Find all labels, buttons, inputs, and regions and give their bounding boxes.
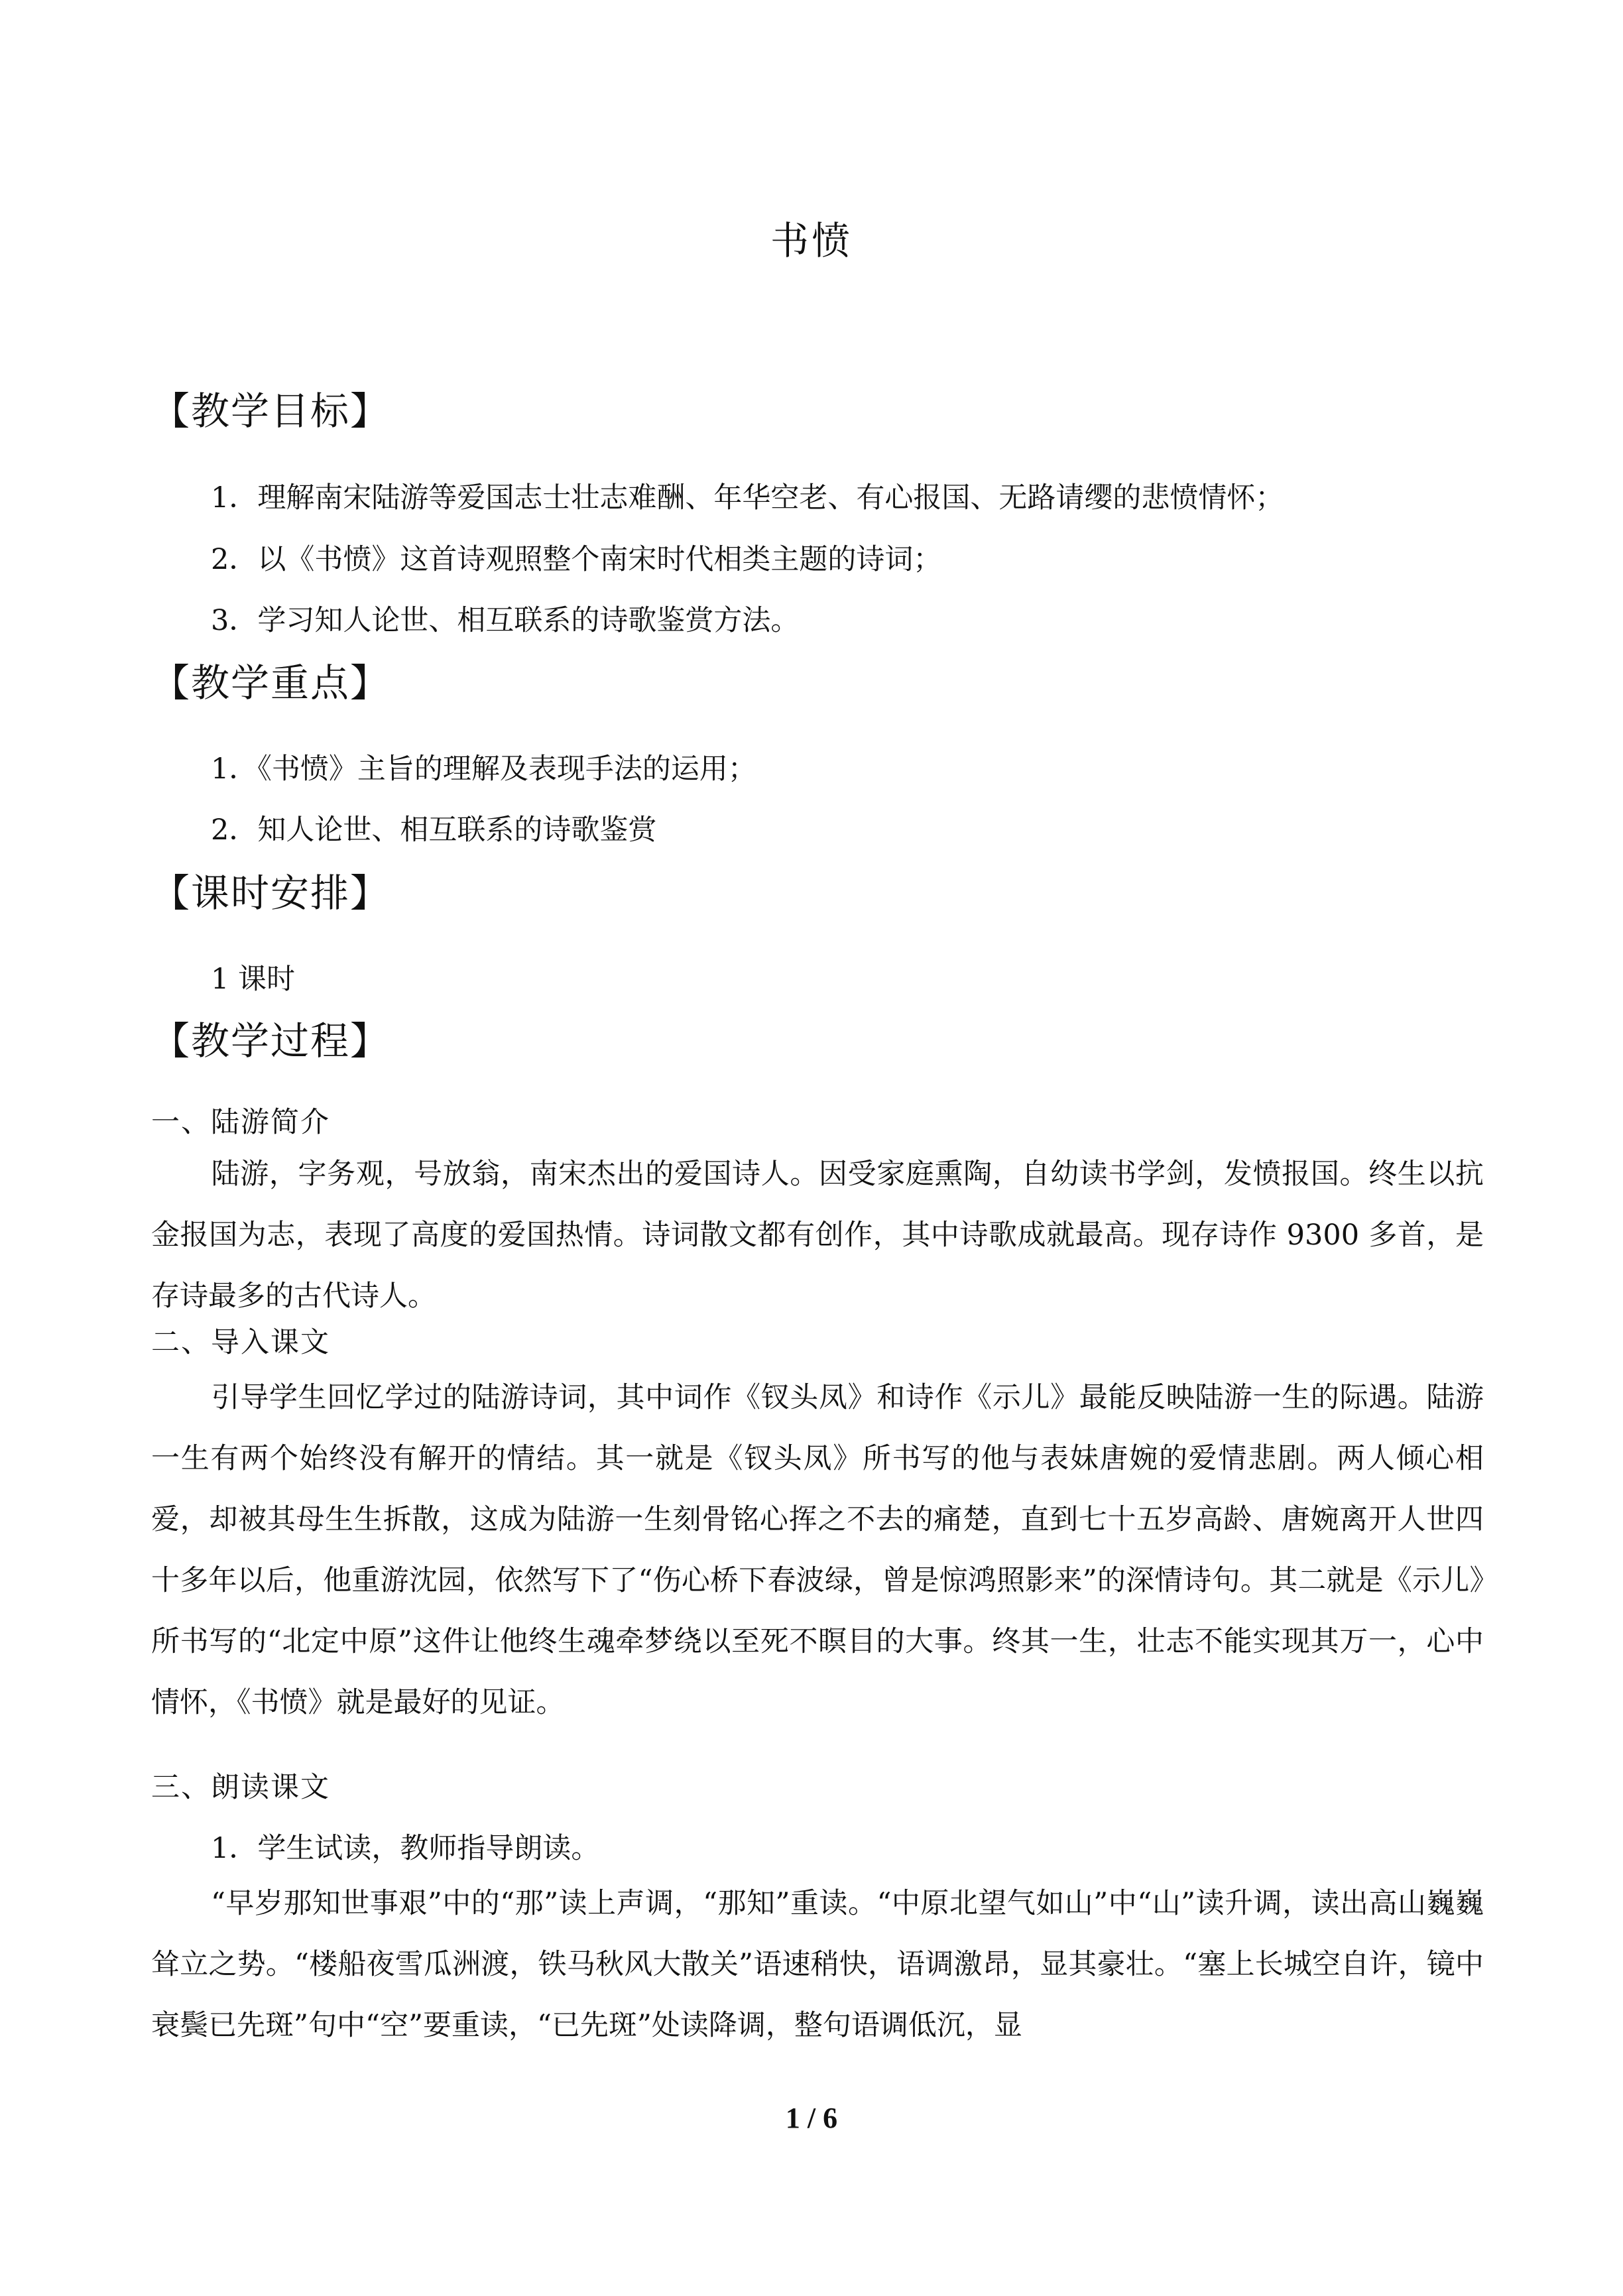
- section-3-item-1: 1．学生试读，教师指导朗读。: [211, 1832, 600, 1865]
- goal-item-3: 3．学习知人论世、相互联系的诗歌鉴赏方法。: [211, 604, 800, 637]
- focus-item-1: 1．《书愤》主旨的理解及表现手法的运用；: [211, 753, 756, 786]
- heading-teaching-goals: 【教学目标】: [151, 389, 391, 434]
- schedule-text: 1 课时: [211, 963, 296, 996]
- section-paragraph-2-text: 引导学生回忆学过的陆游诗词，其中词作《钗头凤》和诗作《示儿》最能反映陆游一生的际遇。陆游一生有两个始终没有解开的情结。其一就是《钗头凤》所书写的他与表妹唐婉的爱情悲剧。两人倾心相爱，却被其母生生拆散，这成为陆游一生刻骨铭心挥之不去的痛楚，直到七十五岁高龄、唐婉离开人世四十多年以后，他重游沈园，依然写下了“伤心桥下春波绿，曾是惊鸿照影来”的深情诗句。其二就是《示儿》所书写的“北定中原”这件让他终生魂牵梦绕以至死不瞑目的大事。终其一生，壮志不能实现其万一，心中情怀，《书愤》就是最好的见证。: [151, 1381, 1484, 1719]
- heading-teaching-focus: 【教学重点】: [151, 660, 391, 705]
- focus-item-2: 2．知人论世、相互联系的诗歌鉴赏: [211, 814, 657, 847]
- section-title-3: 三、朗读课文: [151, 1771, 330, 1804]
- goal-item-2: 2．以《书愤》这首诗观照整个南宋时代相类主题的诗词；: [211, 543, 942, 576]
- section-paragraph-1: [151, 1144, 1484, 1327]
- page-number: 1 / 6: [785, 2102, 838, 2134]
- section-title-2: 二、导入课文: [151, 1326, 330, 1359]
- goal-item-1: 1．理解南宋陆游等爱国志士壮志难酬、年华空老、有心报国、无路请缨的悲愤情怀；: [211, 481, 1284, 514]
- section-paragraph-1-text: 陆游，字务观，号放翁，南宋杰出的爱国诗人。因受家庭熏陶，自幼读书学剑，发愤报国。终生以抗金报国为志，表现了高度的爱国热情。诗词散文都有创作，其中诗歌成就最高。现存诗作 9300 多首，是存诗最多的古代诗人。: [151, 1158, 1484, 1313]
- document-title: 书愤: [770, 218, 853, 263]
- section-paragraph-3: [151, 1873, 1484, 2056]
- heading-teaching-process: 【教学过程】: [151, 1018, 391, 1063]
- section-paragraph-2: [151, 1367, 1484, 1733]
- section-title-1: 一、陆游简介: [151, 1106, 330, 1139]
- section-paragraph-3-text: “早岁那知世事艰”中的“那”读上声调，“那知”重读。“中原北望气如山”中“山”读升调，读出高山巍巍耸立之势。“楼船夜雪瓜洲渡，铁马秋风大散关”语速稍快，语调激昂，显其豪壮。“塞上长城空自许，镜中衰鬓已先斑”句中“空”要重读，“已先斑”处读降调，整句语调低沉，显: [151, 1887, 1484, 2042]
- heading-class-schedule: 【课时安排】: [151, 871, 391, 916]
